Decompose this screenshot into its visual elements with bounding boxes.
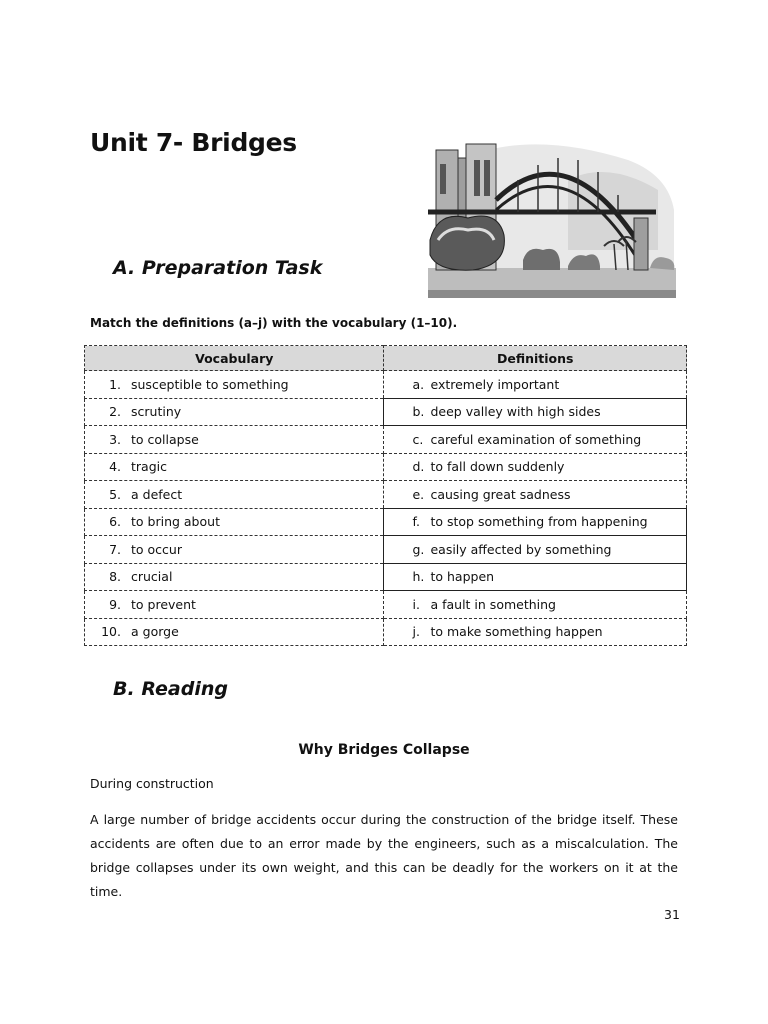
- definition-cell: [384, 508, 687, 536]
- vocabulary-cell: [85, 536, 384, 564]
- vocabulary-cell: [85, 371, 384, 399]
- definition-letter: g.: [412, 541, 425, 557]
- vocabulary-number: 3.: [109, 431, 121, 447]
- definition-cell: [384, 453, 687, 481]
- reading-paragraph: A large number of bridge accidents occur during the construction of the bridge itself. These accidents are often due to an error made by the engineers, such as a miscalculation. The bridge collapses under its own weight, and this can be deadly for the workers on it at the time.: [90, 812, 678, 899]
- instruction-text: Match the definitions (a–j) with the vocabulary (1–10).: [90, 316, 458, 330]
- vocabulary-cell: [85, 563, 384, 591]
- vocabulary-word: to collapse: [131, 431, 199, 447]
- definition-cell: [384, 591, 687, 619]
- definition-cell: [384, 426, 687, 454]
- definition-letter: b.: [412, 404, 425, 420]
- definition-cell: [384, 481, 687, 509]
- vocabulary-word: to bring about: [131, 514, 220, 530]
- table-row: [85, 508, 687, 536]
- vocabulary-cell: [85, 591, 384, 619]
- definition-letter: f.: [412, 514, 420, 530]
- vocabulary-number: 6.: [109, 514, 121, 530]
- vocabulary-cell: [85, 453, 384, 481]
- definition-text: to happen: [430, 569, 495, 585]
- definition-letter: j.: [412, 624, 420, 640]
- section-b-letter: B.: [113, 678, 135, 700]
- vocabulary-number: 9.: [109, 596, 121, 612]
- section-a-heading: [113, 257, 322, 279]
- definition-text: extremely important: [430, 376, 560, 392]
- vocabulary-number: 8.: [109, 569, 121, 585]
- subheading: During construction: [90, 776, 214, 791]
- definition-text: to stop something from happening: [430, 514, 648, 530]
- vocabulary-word: crucial: [131, 569, 173, 585]
- vocabulary-number: 2.: [109, 404, 121, 420]
- section-b-heading: [113, 678, 228, 700]
- definition-cell: [384, 563, 687, 591]
- vocabulary-table: [84, 345, 687, 646]
- vocabulary-cell: [85, 618, 384, 646]
- vocabulary-word: scrutiny: [131, 404, 182, 420]
- table-row: [85, 563, 687, 591]
- vocabulary-header: Vocabulary: [85, 346, 384, 371]
- vocabulary-word: to prevent: [131, 596, 196, 612]
- vocabulary-cell: [85, 398, 384, 426]
- definition-letter: h.: [412, 569, 425, 585]
- definition-text: to fall down suddenly: [430, 459, 565, 475]
- vocabulary-word: susceptible to something: [131, 376, 289, 392]
- definition-cell: [384, 618, 687, 646]
- definition-cell: [384, 536, 687, 564]
- definition-text: to make something happen: [430, 624, 603, 640]
- definition-text: a fault in something: [430, 596, 556, 612]
- definition-letter: e.: [412, 486, 425, 502]
- table-row: [85, 398, 687, 426]
- vocabulary-cell: [85, 426, 384, 454]
- definition-text: causing great sadness: [430, 486, 571, 502]
- definitions-header: Definitions: [384, 346, 687, 371]
- unit-title: Unit 7- Bridges: [90, 128, 297, 157]
- vocabulary-number: 1.: [109, 376, 121, 392]
- definition-cell: [384, 371, 687, 399]
- table-row: [85, 426, 687, 454]
- vocabulary-word: a defect: [131, 486, 183, 502]
- definition-text: careful examination of something: [430, 431, 642, 447]
- vocabulary-word: tragic: [131, 459, 167, 475]
- vocabulary-cell: [85, 481, 384, 509]
- definition-text: easily affected by something: [430, 541, 612, 557]
- vocabulary-word: a gorge: [131, 624, 179, 640]
- reading-title: Why Bridges Collapse: [298, 742, 470, 758]
- section-a-letter: A.: [113, 257, 136, 279]
- table-row: [85, 453, 687, 481]
- vocabulary-number: 10.: [101, 624, 121, 640]
- page-number: 31: [664, 907, 680, 922]
- table-row: [85, 481, 687, 509]
- table-row: [85, 618, 687, 646]
- vocabulary-cell: [85, 508, 384, 536]
- bridge-illustration: [428, 140, 676, 298]
- section-b-title: Reading: [141, 678, 228, 700]
- section-a-title: Preparation Task: [141, 257, 323, 279]
- definition-letter: d.: [412, 459, 425, 475]
- definition-letter: a.: [412, 376, 425, 392]
- definition-text: deep valley with high sides: [430, 404, 601, 420]
- definition-letter: i.: [412, 596, 420, 612]
- table-row: [85, 591, 687, 619]
- vocabulary-number: 5.: [109, 486, 121, 502]
- vocabulary-number: 4.: [109, 459, 121, 475]
- definition-cell: [384, 398, 687, 426]
- vocabulary-word: to occur: [131, 541, 182, 557]
- table-row: [85, 536, 687, 564]
- definition-letter: c.: [412, 431, 424, 447]
- table-row: [85, 371, 687, 399]
- vocabulary-number: 7.: [109, 541, 121, 557]
